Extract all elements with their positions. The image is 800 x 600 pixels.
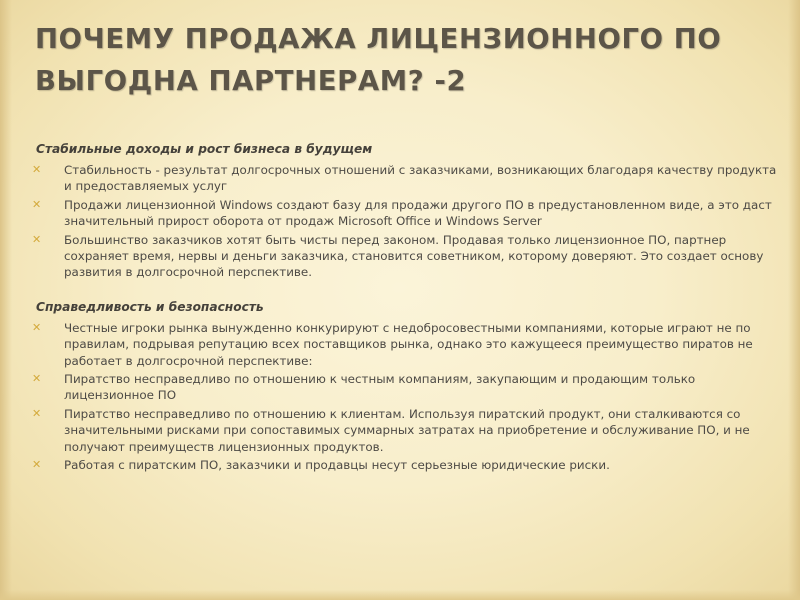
list-item-text: Работая с пиратским ПО, заказчики и продавцы несут серьезные юридические риски. — [64, 458, 610, 473]
list-item-text: Честные игроки рынка вынужденно конкурируют с недобросовестными компаниями, которые играют не по правилам, подрывая репутацию всех поставщиков рынка, однако это кажущееся преимущество пиратов не работает в долгосрочной перспективе: — [64, 320, 753, 368]
x-mark-icon: ✕ — [32, 232, 42, 246]
x-mark-icon: ✕ — [32, 458, 42, 472]
slide-content — [32, 141, 781, 476]
list-item-text: Продажи лицензионной Windows создают базу для продажи другого ПО в предустановленном виде, а это даст значительный прирост оборота от продаж Microsoft Office и Windows Server — [64, 197, 772, 229]
list-item — [32, 232, 781, 281]
section-heading: Стабильные доходы и рост бизнеса в будущем — [36, 142, 373, 156]
section-fairness-security — [32, 299, 781, 474]
list-item-text: Пиратство несправедливо по отношению к клиентам. Используя пиратский продукт, они сталкиваются со значительными рисками при сопоставимых суммарных затратах на приобретение и обслуживание ПО, и не получают преимуществ лицензионных продуктов. — [64, 406, 750, 454]
x-mark-icon: ✕ — [32, 197, 42, 211]
slide-edge-left — [0, 0, 12, 600]
list-item-text: Большинство заказчиков хотят быть чисты перед законом. Продавая только лицензионное ПО, партнер сохраняет время, нервы и деньги заказчика, становится советником, которому доверяют. Это создает основу развития в долгосрочной перспективе. — [64, 232, 764, 280]
slide-title: ПОЧЕМУ ПРОДАЖА ЛИЦЕНЗИОННОГО ПО ВЫГОДНА ПАРТНЕРАМ? -2 — [35, 23, 722, 97]
list-item-text: Пиратство несправедливо по отношению к честным компаниям, закупающим и продающим только лицензионное ПО — [64, 372, 696, 403]
list-item — [32, 162, 781, 195]
list-item — [32, 320, 781, 369]
list-item — [32, 371, 781, 404]
x-mark-icon: ✕ — [32, 406, 42, 420]
section-heading: Справедливость и безопасность — [36, 299, 264, 314]
x-mark-icon: ✕ — [32, 320, 42, 334]
list-item — [32, 457, 781, 473]
x-mark-icon: ✕ — [32, 163, 42, 176]
slide-edge-bottom — [0, 590, 800, 600]
section-stable-income — [32, 141, 781, 281]
list-item — [32, 406, 781, 455]
list-item — [32, 197, 781, 230]
list-item-text: Стабильность - результат долгосрочных отношений с заказчиками, возникающих благодаря качеству продукта и предоставляемых услуг — [64, 163, 777, 194]
x-mark-icon: ✕ — [32, 372, 42, 386]
slide-edge-right — [788, 0, 800, 600]
